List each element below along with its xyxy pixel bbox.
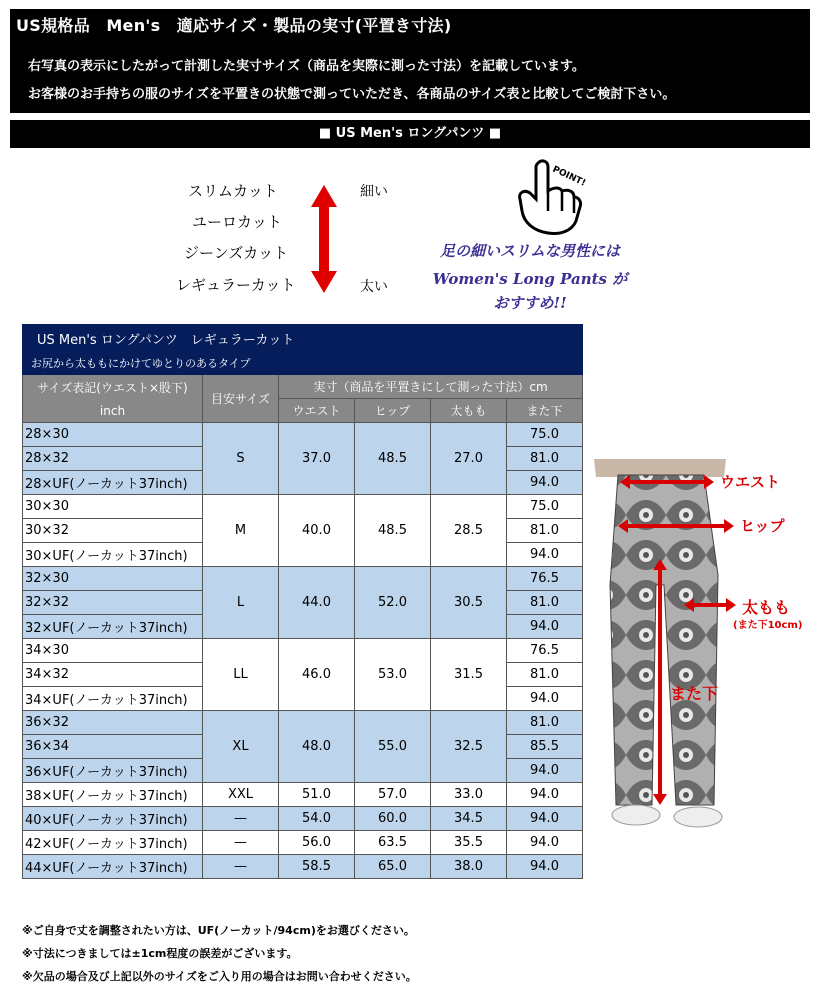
- label-thick: 太い: [360, 279, 388, 295]
- inseam-cell: 94.0: [507, 783, 583, 807]
- size-cell: 30×32: [23, 519, 203, 543]
- table-title: US Men's ロングパンツ レギュラーカット: [23, 325, 583, 352]
- size-cell: 28×32: [23, 447, 203, 471]
- label-thin: 細い: [360, 184, 388, 200]
- thigh-cell: 33.0: [431, 783, 507, 807]
- inseam-cell: 94.0: [507, 615, 583, 639]
- guide-cell: —: [203, 831, 279, 855]
- intro-line-2: お客様のお手持ちの服のサイズを平置きの状態で測っていただき、各商品のサイズ表と比較してご検討下さい。: [28, 87, 676, 102]
- cut-jeans: ジーンズカット: [184, 244, 289, 262]
- table-row: [23, 855, 583, 879]
- col-actual-header: 実寸（商品を平置きにして測った寸法）cm: [279, 375, 583, 399]
- size-cell: 28×UF(ノーカット37inch): [23, 471, 203, 495]
- size-cell: 32×32: [23, 591, 203, 615]
- size-cell: 32×30: [23, 567, 203, 591]
- waist-cell: 48.0: [279, 711, 355, 783]
- table-row: [23, 495, 583, 519]
- size-cell: 38×UF(ノーカット37inch): [23, 783, 203, 807]
- cut-slim: スリムカット: [188, 182, 278, 200]
- size-cell: 32×UF(ノーカット37inch): [23, 615, 203, 639]
- hip-cell: 53.0: [355, 639, 431, 711]
- table-row: [23, 807, 583, 831]
- col-hip-header: ヒップ: [355, 399, 431, 423]
- intro-line-1: 右写真の表示にしたがって計測した実寸サイズ（商品を実際に測った寸法）を記載しています。: [28, 59, 585, 74]
- size-cell: 34×30: [23, 639, 203, 663]
- inseam-cell: 94.0: [507, 471, 583, 495]
- double-arrow-icon: [310, 185, 338, 293]
- size-cell: 36×UF(ノーカット37inch): [23, 759, 203, 783]
- tip-line-3: おすすめ!!: [493, 294, 567, 312]
- hip-cell: 52.0: [355, 567, 431, 639]
- inseam-cell: 76.5: [507, 567, 583, 591]
- cut-euro: ユーロカット: [192, 213, 282, 231]
- size-cell: 36×34: [23, 735, 203, 759]
- inseam-cell: 94.0: [507, 687, 583, 711]
- guide-cell: M: [203, 495, 279, 567]
- pointing-hand-icon: [508, 155, 588, 237]
- size-cell: 36×32: [23, 711, 203, 735]
- size-cell: 34×UF(ノーカット37inch): [23, 687, 203, 711]
- col-thigh-header: 太もも: [431, 399, 507, 423]
- col-size-label: サイズ表記(ウエスト×股下): [37, 381, 188, 395]
- waist-cell: 56.0: [279, 831, 355, 855]
- size-cell: 42×UF(ノーカット37inch): [23, 831, 203, 855]
- note-2: ※寸法につきましては±1cm程度の誤差がございます。: [22, 947, 298, 960]
- table-subtitle: お尻から太ももにかけてゆとりのあるタイプ: [23, 352, 583, 375]
- torso-shape: [594, 459, 726, 477]
- inseam-cell: 94.0: [507, 807, 583, 831]
- pants-diagram: [586, 455, 816, 845]
- hip-cell: 55.0: [355, 711, 431, 783]
- inseam-cell: 81.0: [507, 591, 583, 615]
- inseam-cell: 75.0: [507, 423, 583, 447]
- size-cell: 30×30: [23, 495, 203, 519]
- section-title: ■ US Men's ロングパンツ ■: [10, 120, 810, 148]
- inseam-cell: 94.0: [507, 543, 583, 567]
- guide-cell: —: [203, 807, 279, 831]
- col-guide-header: 目安サイズ: [203, 375, 279, 423]
- thigh-cell: 32.5: [431, 711, 507, 783]
- note-1: ※ご自身で丈を調整されたい方は、UF(ノーカット/94cm)をお選びください。: [22, 924, 415, 937]
- guide-cell: —: [203, 855, 279, 879]
- table-row: [23, 831, 583, 855]
- hip-cell: 63.5: [355, 831, 431, 855]
- waist-cell: 51.0: [279, 783, 355, 807]
- cut-regular: レギュラーカット: [176, 276, 296, 294]
- inseam-cell: 81.0: [507, 447, 583, 471]
- hip-cell: 57.0: [355, 783, 431, 807]
- inseam-cell: 81.0: [507, 519, 583, 543]
- size-cell: 28×30: [23, 423, 203, 447]
- table-row: [23, 783, 583, 807]
- label-hip: ヒップ: [740, 517, 785, 535]
- size-cell: 34×32: [23, 663, 203, 687]
- thigh-cell: 30.5: [431, 567, 507, 639]
- header-panel: [10, 9, 810, 113]
- thigh-cell: 34.5: [431, 807, 507, 831]
- table-row: [23, 711, 583, 735]
- waist-cell: 37.0: [279, 423, 355, 495]
- table-row: [23, 567, 583, 591]
- hip-cell: 48.5: [355, 495, 431, 567]
- thigh-cell: 28.5: [431, 495, 507, 567]
- thigh-cell: 27.0: [431, 423, 507, 495]
- waist-cell: 44.0: [279, 567, 355, 639]
- inseam-cell: 75.0: [507, 495, 583, 519]
- guide-cell: XXL: [203, 783, 279, 807]
- label-thigh-note: (また下10cm): [733, 620, 803, 631]
- inseam-cell: 81.0: [507, 711, 583, 735]
- waist-cell: 40.0: [279, 495, 355, 567]
- waist-cell: 46.0: [279, 639, 355, 711]
- inseam-cell: 85.5: [507, 735, 583, 759]
- note-3: ※欠品の場合及び上記以外のサイズをご入り用の場合はお問い合わせください。: [22, 970, 417, 983]
- hip-cell: 48.5: [355, 423, 431, 495]
- waist-cell: 58.5: [279, 855, 355, 879]
- inseam-cell: 94.0: [507, 855, 583, 879]
- inseam-cell: 94.0: [507, 759, 583, 783]
- size-cell: 30×UF(ノーカット37inch): [23, 543, 203, 567]
- tip-line-2: Women's Long Pants が: [432, 270, 628, 288]
- table-row: [23, 639, 583, 663]
- size-cell: 44×UF(ノーカット37inch): [23, 855, 203, 879]
- inseam-cell: 94.0: [507, 831, 583, 855]
- guide-cell: LL: [203, 639, 279, 711]
- col-inseam-header: また下: [507, 399, 583, 423]
- guide-cell: S: [203, 423, 279, 495]
- right-shoe: [674, 807, 722, 827]
- label-thigh: 太もも: [742, 598, 791, 617]
- inseam-cell: 76.5: [507, 639, 583, 663]
- table-row: [23, 423, 583, 447]
- thigh-cell: 38.0: [431, 855, 507, 879]
- guide-cell: XL: [203, 711, 279, 783]
- col-size-unit: inch: [99, 404, 126, 418]
- waist-cell: 54.0: [279, 807, 355, 831]
- thigh-cell: 35.5: [431, 831, 507, 855]
- left-shoe: [612, 805, 660, 825]
- label-inseam: また下: [670, 684, 719, 703]
- guide-cell: L: [203, 567, 279, 639]
- size-cell: 40×UF(ノーカット37inch): [23, 807, 203, 831]
- page-title: US規格品 Men's 適応サイズ・製品の実寸(平置き寸法): [16, 16, 452, 35]
- col-waist-header: ウエスト: [279, 399, 355, 423]
- hip-cell: 65.0: [355, 855, 431, 879]
- thigh-cell: 31.5: [431, 639, 507, 711]
- inseam-cell: 81.0: [507, 663, 583, 687]
- label-waist: ウエスト: [720, 473, 781, 491]
- size-table: [22, 324, 583, 879]
- hip-cell: 60.0: [355, 807, 431, 831]
- tip-line-1: 足の細いスリムな男性には: [439, 242, 620, 260]
- col-size-header: [23, 375, 203, 423]
- point-text: POINT!: [550, 164, 588, 189]
